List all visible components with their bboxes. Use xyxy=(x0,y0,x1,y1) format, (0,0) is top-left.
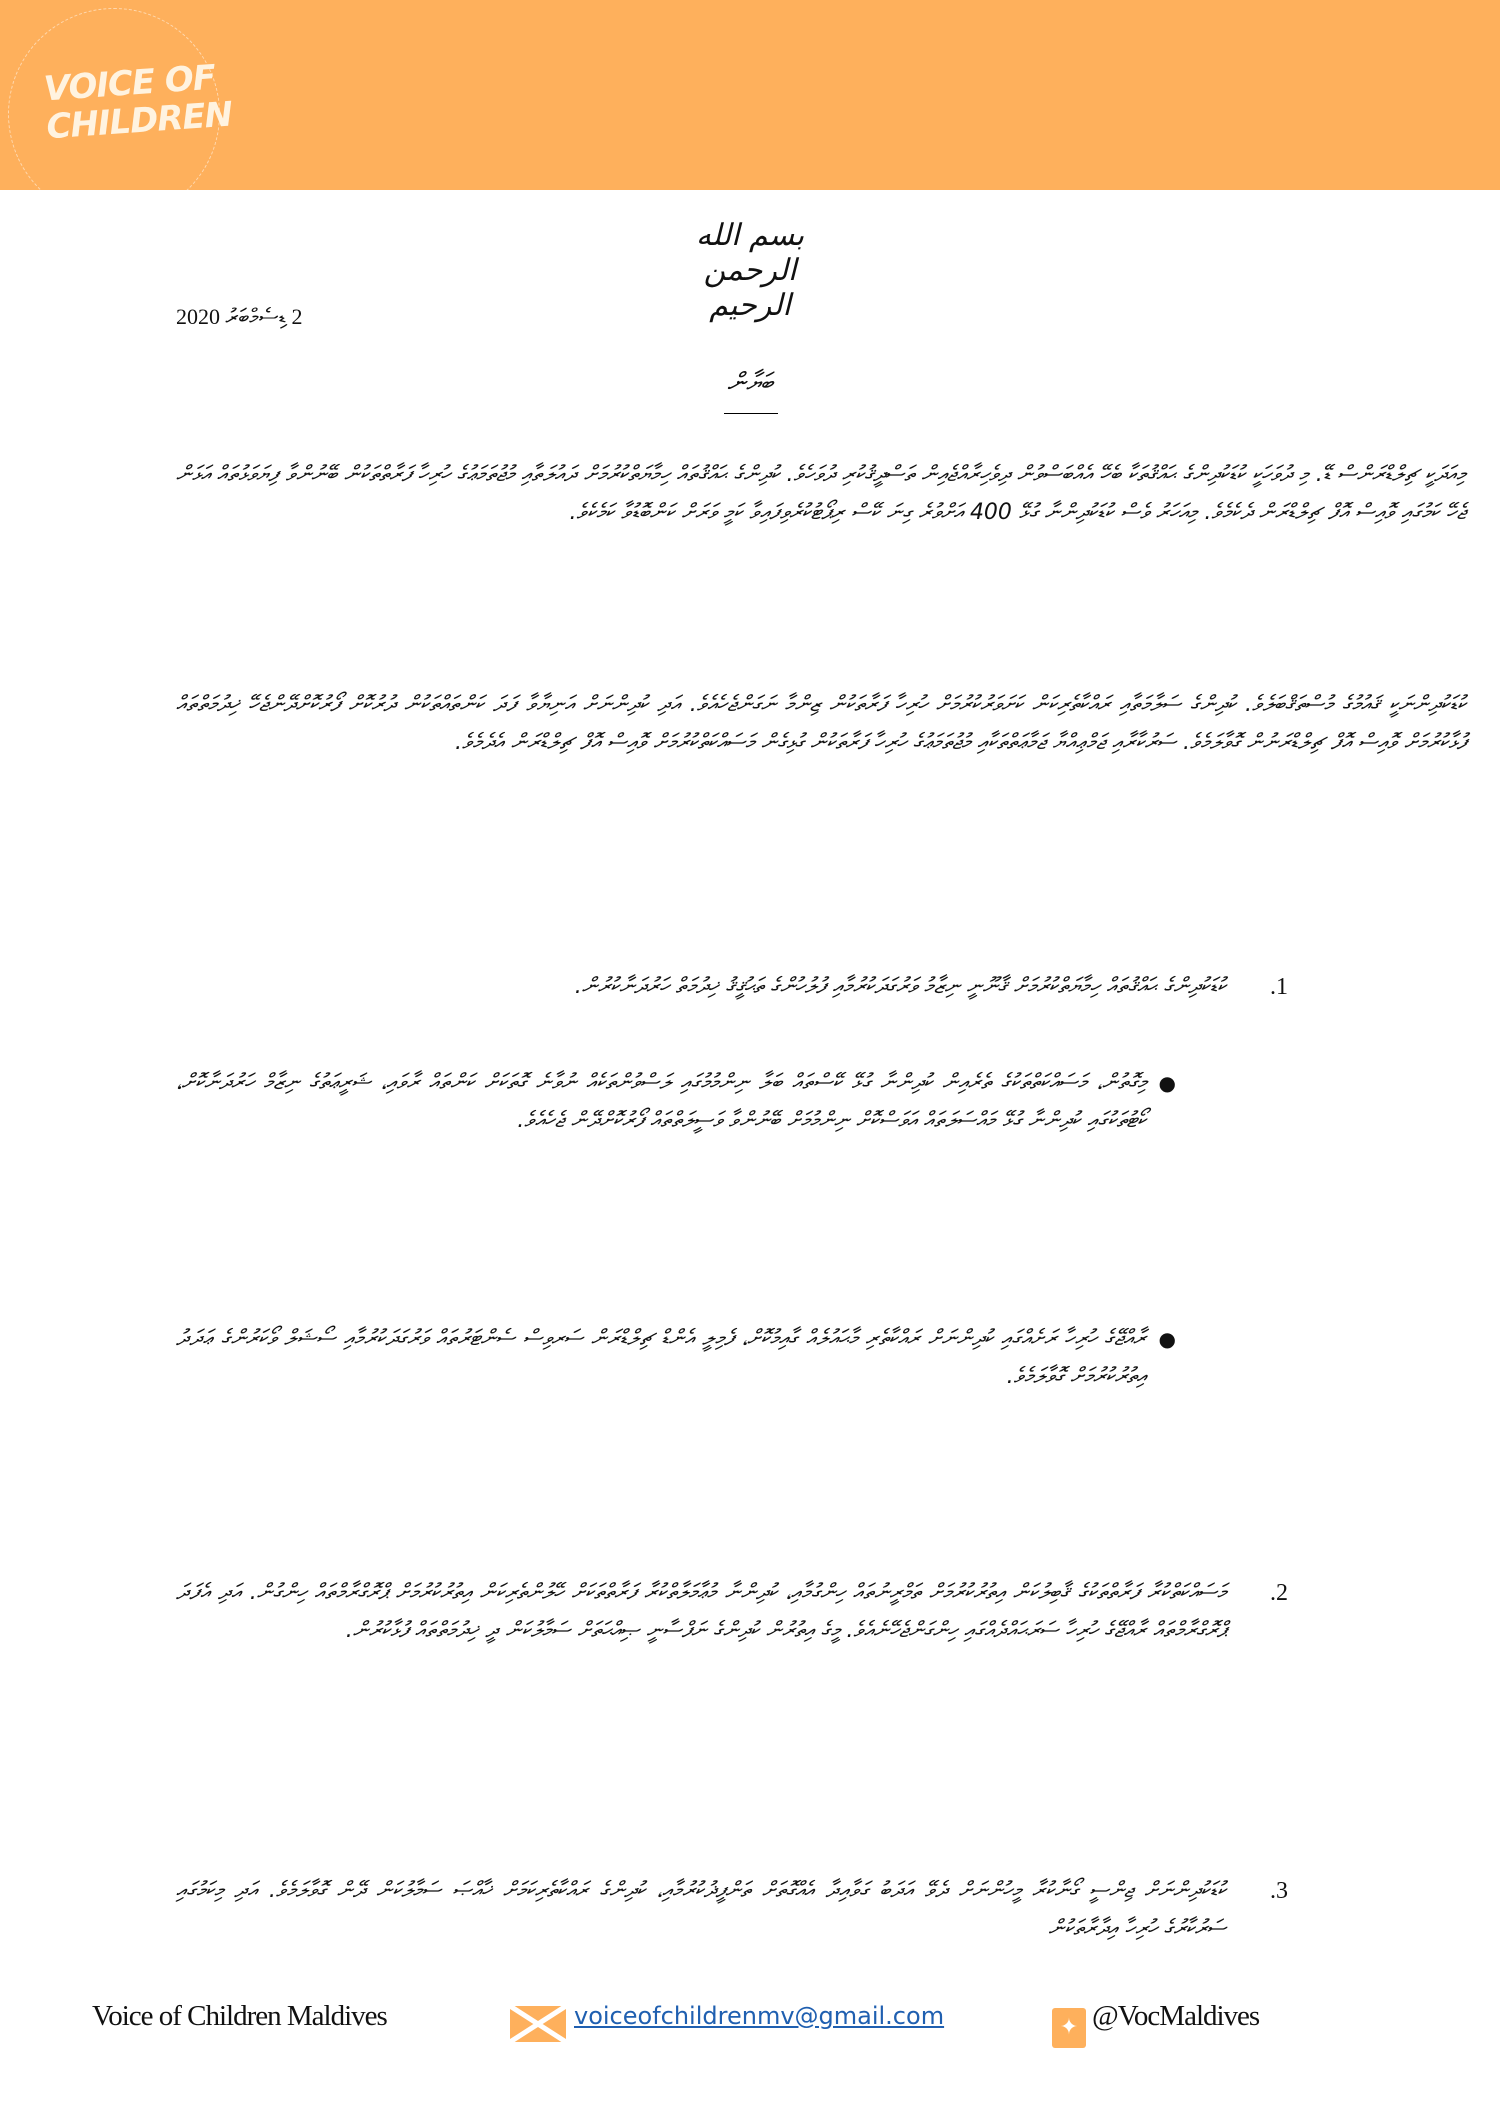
document-title: ބަޔާން xyxy=(727,368,773,398)
list-item-text: ކުޑަކުދިންނަށް ޖިންސީ ގޯނާކުރާ މީހުންނަށް ދެވޭ އަދަބު ގަވާއިދާ އެއްގޮތަށް ތަންފީޛުކުރުމާއި، ކުދިންގެ ރައްކާތެރިކަމަށް ޚާއްޞަ ސަމާލުކަން ދޭން ގޮވާލަމެވެ. އަދި މިކަމުގައި ސަރުކާރުގެ ހުރިހާ އިދާރާތަކުން xyxy=(176,1878,1226,1941)
envelope-icon xyxy=(510,2006,566,2042)
list-item-text: ކުޑަކުދިންގެ ޙައްޤުތައް ހިމާޔަތްކުރުމަށް ޤާނޫނީ ނިޒާމު ވަރުގަދަކުރުމާއި ފުލުހުންގެ ތަޙުޤީޤު ޚިދުމަތް ހަރުދަނާކުރުން. xyxy=(574,974,1226,999)
logo xyxy=(8,8,234,220)
list-item-3 xyxy=(176,1872,1288,1952)
logo-text xyxy=(43,58,234,147)
logo-line-1: VOICE OF xyxy=(42,57,217,110)
bismillah-calligraphy: بسم الله الرحمن الرحيم xyxy=(695,218,805,323)
twitter-bird-icon: ✦ xyxy=(1052,2008,1086,2048)
list-number: 2. xyxy=(1270,1580,1288,1606)
bullet-text: މިގޮތުން، މަސައްކަތްތަކުގެ ތެރެއިން ކުދިންނާ ގުޅޭ ކޭސްތައް ބަލާ ނިންމުމުގައި ލަސްވުންތަކެއް ނުވާނެ ގޮތަކަށް ކަންތައް ރާވައި، ޝަރީޢަތުގެ ނިޒާމް ހަރުދަނާކޮށް، ކޯޓުތަކުގައި ކުދިންނާ ގުޅޭ މައްސަލަތައް އަވަސްކޮށް ނިންމުމަށް ބޭނުންވާ ވަސީލަތްތައް ފޯރުކޮށްދޭން ޖެހެއެވެ. xyxy=(176,1070,1146,1133)
list-item-text: މަސައްކަތްކުރާ ފަރާތްތަކުގެ ޤާބިލުކަން އިތުރުކުރުމަށް ތަމްރީނުތައް ހިންގުމާއި، ކުދިންނާ މުޢާމަލާތްކުރާ ފަރާތްތަކަށް ހޭލުންތެރިކަން އިތުރުކުރުމަށް ޕްރޮގްރާމްތައް ހިންގުން. އަދި އެފަދަ ޕްރޮގްރާމްތައް ރާއްޖޭގެ ހުރިހާ ސަރަޙައްދެއްގައި ހިންގަންޖެހޭނެއެވެ. މީގެ އިތުރުން ކުދިންގެ ނަފްސާނީ ޞިއްޙަތަށް ސަމާލުކަން ދީ ޚިދުމަތްތައް ފުޅާކުރުން. xyxy=(176,1580,1226,1643)
document-date: 2 ޑިސެމްބަރު 2020 xyxy=(176,304,303,329)
list-item-1 xyxy=(176,968,1288,1006)
header-banner xyxy=(0,0,1500,190)
paragraph-1: މިއަދަކީ ޗިލްޑްރަންސް ޑޭ. މި ދުވަހަކީ ކުޑަކުދިންގެ ޙައްޤުތަކާ ބެހޭ އެއްބަސްވުން ދިވެހިރާއްޖެއިން ތަސްދީޤުކުރި ދުވަހެވެ. ކުދިންގެ ޙައްޤުތައް ހިމާޔަތްކުރުމަށް ދައުލަތާއި މުޖުތަމަޢުގެ ހުރިހާ ފަރާތްތަކުން ބޭނުންވާ ފިޔަވަޅުތައް އަޅަން ޖެހޭ ކަމުގައި ވޮއިސް އޮފް ޗިލްޑްރަން ދެކެމެވެ. މިއަހަރު ވެސް ކުޑަކުދިންނާ ގުޅޭ 400 އަށްވުރެ ގިނަ ކޭސް ރިޕޯޓުކުރެވިފައިވާ ކަމީ ވަރަށް ކަންބޮޑުވާ ކަމެކެވެ. xyxy=(176,462,1466,525)
email-link[interactable]: voiceofchildrenmv@gmail.com xyxy=(574,2002,945,2030)
bullet-item-2 xyxy=(176,1320,1176,1396)
bullet-text: ރާއްޖޭގެ ހުރިހާ ރަށެއްގައި ކުދިންނަށް ރައްކާތެރި މާޙައުލެއް ގާއިމުކޮށް، ފެމިލީ އެންޑް ޗިލްޑްރަން ސަރވިސް ސެންޓަރުތައް ވަރުގަދަކުރުމާއި ސޯޝަލް ވޯކަރުންގެ ޢަދަދު އިތުރުކުރުމަށް ގޮވާލަމެވެ. xyxy=(176,1326,1146,1389)
list-number: 3. xyxy=(1270,1878,1288,1904)
list-item-2 xyxy=(176,1574,1288,1650)
bullet-icon: ● xyxy=(1158,1327,1176,1351)
bullet-icon: ● xyxy=(1158,1071,1176,1095)
logo-line-2: CHILDREN xyxy=(45,94,234,148)
paragraph-2: ކުޑަކުދިންނަކީ ޤައުމުގެ މުސްތަޤްބަލެވެ. ކުދިންގެ ސަލާމަތާއި ރައްކާތެރިކަން ކަށަވަރުކުރުމަށް ހުރިހާ ފަރާތަކުން ޒިންމާ ނަގަންޖެހެއެވެ. އަދި ކުދިންނަށް އަނިޔާވާ ފަދަ ކަންތައްތަކުން ދުރުކޮށް ފޯރުކޮށްދޭންޖެހޭ ޚިދުމަތްތައް ފުޅާކުރުމަށް ވޮއިސް އޮފް ޗިލްޑްރަނުން ގޮވާލަމެވެ. ސަރުކާރާއި ޖަމްޢިއްޔާ ޖަމާޢަތްތަކާއި މުޖުތަމަޢުގެ ހުރިހާ ފަރާތަކުން ގުޅިގެން މަސައްކަތްކުރުމަށް ވޮއިސް އޮފް ޗިލްޑްރަން އެދެމެވެ. xyxy=(176,692,1466,755)
title-underline xyxy=(724,413,778,414)
bullet-item-1 xyxy=(176,1064,1176,1140)
twitter-handle[interactable]: @VocMaldives xyxy=(1092,2000,1260,2032)
footer-org-name: Voice of Children Maldives xyxy=(92,2000,387,2032)
list-number: 1. xyxy=(1270,974,1288,1000)
